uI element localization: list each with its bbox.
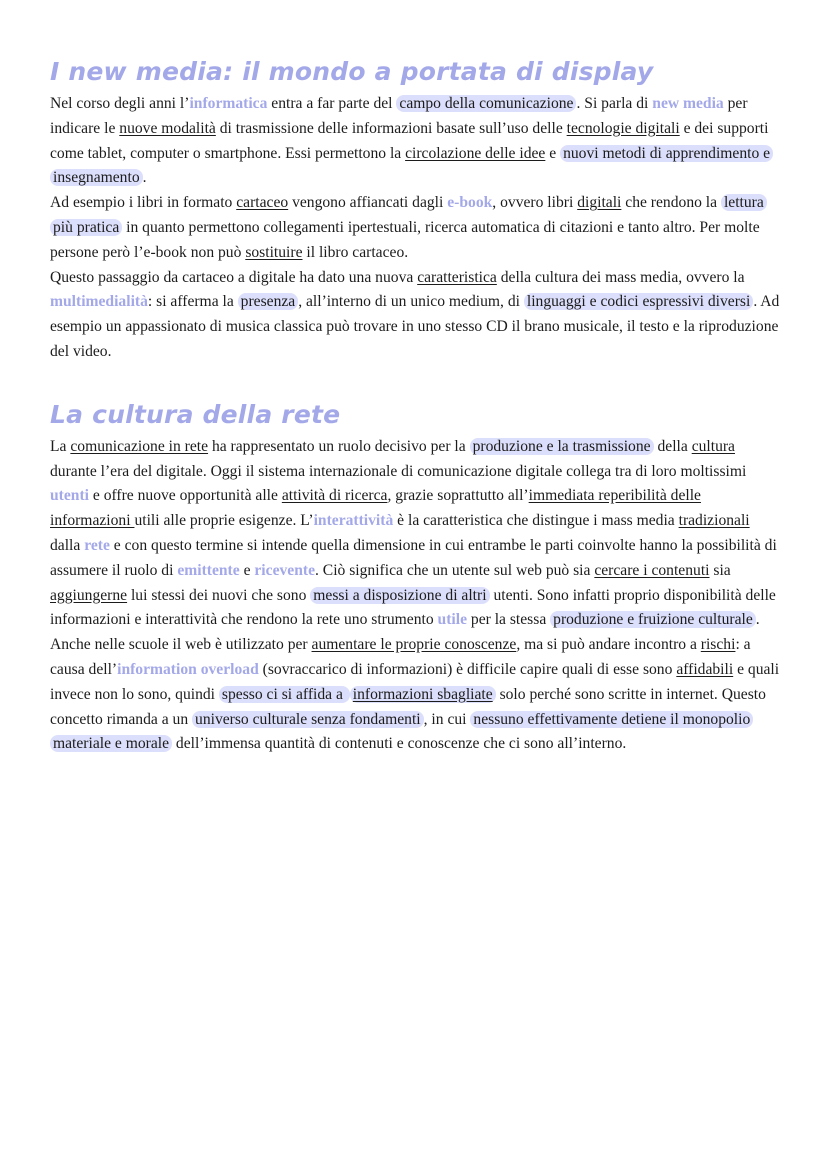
highlighted-phrase: universo culturale senza fondamenti — [192, 711, 424, 728]
text-run: La — [50, 437, 71, 455]
text-run: di trasmissione delle informazioni basate sull’uso delle — [215, 119, 567, 137]
underlined-phrase: immediata reperibilità delle informazioni — [50, 487, 701, 530]
section-heading-cultura-rete: La cultura della rete — [50, 399, 341, 429]
highlighted-phrase: messi a disposizione di altri — [310, 587, 489, 604]
keyword: multimedialità — [50, 293, 148, 311]
text-run: per la stessa — [467, 611, 551, 629]
underlined-phrase: rischi — [700, 636, 736, 654]
text-run: : si afferma la — [147, 293, 238, 311]
highlighted-phrase: nessuno effettivamente detiene il monopolio materiale e morale — [50, 711, 753, 753]
text-run: , grazie soprattutto all’ — [387, 487, 529, 505]
text-run: entra a far parte del — [267, 95, 397, 112]
underlined-phrase: attività di ricerca — [281, 487, 388, 505]
text-run: . Anche nelle scuole il web è utilizzato per — [50, 611, 760, 654]
underlined-phrase: sostituire — [245, 243, 303, 261]
underlined-phrase: affidabili — [676, 660, 734, 678]
text-run: ha rappresentato un ruolo decisivo per la — [208, 437, 470, 455]
keyword: interattività — [313, 512, 394, 530]
text-run: e — [239, 561, 255, 579]
keyword: information overload — [117, 660, 259, 678]
highlighted-phrase: produzione e la trasmissione — [470, 438, 654, 455]
text-run: Ad esempio i libri in formato — [50, 194, 237, 212]
text-run: : a causa dell’ — [50, 636, 751, 678]
highlighted-phrase: produzione e fruizione culturale — [550, 611, 756, 628]
paragraph — [50, 191, 782, 265]
text-run: lui stessi dei nuovi che sono — [127, 586, 311, 604]
text-run: e con questo termine si intende quella dimensione in cui entrambe le parti coinvolte hanno la possibilità di assumere il ruolo di — [50, 536, 777, 579]
text-run: della cultura dei mass media, ovvero la — [496, 268, 745, 286]
text-run: che rendono la — [621, 194, 721, 212]
text-run: , ma si può andare incontro a — [516, 636, 701, 654]
section-heading-new-media: I new media: il mondo a portata di display — [50, 57, 654, 86]
highlighted-phrase: spesso ci si affida a — [219, 686, 350, 703]
text-run: solo perché sono scritte in internet. Questo concetto rimanda a un — [50, 685, 766, 728]
text-run: , all’interno di un unico medium, di — [298, 293, 524, 311]
keyword: e-book — [447, 194, 493, 212]
text-run: utili alle proprie esigenze. L’ — [134, 512, 314, 530]
underlined-phrase: aggiungerne — [50, 586, 128, 604]
text-run: utenti. Sono infatti proprio disponibilità delle informazioni e interattività che rendono la rete uno strumento — [50, 586, 776, 629]
keyword: new media — [652, 95, 724, 112]
underlined-phrase: cultura — [691, 437, 735, 455]
text-run: e offre nuove opportunità alle — [88, 487, 282, 505]
highlighted-phrase: lettura più pratica — [50, 194, 767, 236]
underlined-phrase: caratteristica — [417, 268, 497, 286]
underlined-phrase: aumentare le proprie conoscenze — [311, 636, 517, 654]
text-run: durante l’era del digitale. Oggi il sistema internazionale di comunicazione digitale collega tra di loro moltissimi — [50, 462, 747, 480]
text-run: . — [142, 169, 147, 187]
keyword: rete — [84, 536, 110, 554]
text-run: Questo passaggio da cartaceo a digitale ha dato una nuova — [50, 268, 418, 286]
highlighted-phrase: linguaggi e codici espressivi diversi — [524, 293, 753, 310]
underlined-phrase: comunicazione in rete — [70, 437, 209, 455]
section-spacer — [50, 365, 782, 395]
keyword: informatica — [189, 95, 268, 112]
underlined-phrase: tecnologie digitali — [566, 119, 680, 137]
text-run: e — [545, 144, 561, 162]
highlighted-phrase: nuovi metodi di apprendimento e insegnamento — [50, 145, 773, 187]
text-run: . Si parla di — [576, 95, 653, 112]
text-run: . Ad esempio un appassionato di musica classica può trovare in uno stesso CD il brano musicale, il testo e la riproduzione del video. — [50, 293, 780, 360]
text-run: è la caratteristica che distingue i mass media — [393, 512, 679, 530]
keyword: emittente — [177, 561, 240, 579]
highlighted-phrase: presenza — [238, 293, 299, 310]
highlighted-phrase: campo della comunicazione — [396, 95, 576, 112]
text-run: , ovvero libri — [492, 194, 578, 212]
paragraph — [50, 92, 782, 191]
text-run: dalla — [50, 536, 85, 554]
keyword: utile — [437, 611, 467, 629]
underlined-phrase: digitali — [577, 194, 622, 212]
text-run: (sovraccarico di informazioni) è difficile capire quali di esse sono — [258, 660, 677, 678]
underlined-phrase: nuove modalità — [119, 119, 216, 137]
keyword: ricevente — [254, 561, 315, 579]
text-run: vengono affiancati dagli — [288, 194, 448, 212]
text-run: . Ciò significa che un utente sul web può sia — [315, 561, 595, 579]
text-run: il libro cartaceo. — [302, 243, 409, 261]
text-run: in quanto permettono collegamenti ipertestuali, ricerca automatica di citazioni e tanto altro. Per molte persone però l’e-book non può — [50, 218, 760, 261]
text-run: Nel corso degli anni l’ — [50, 95, 190, 112]
text-run: e quali invece non lo sono, quindi — [50, 660, 780, 703]
text-run: sia — [709, 561, 731, 579]
underlined-phrase: circolazione delle idee — [405, 144, 546, 162]
text-run: e dei supporti come tablet, computer o smartphone. Essi permettono la — [50, 119, 769, 162]
text-run: della — [653, 437, 692, 455]
underlined-phrase: cartaceo — [236, 194, 289, 212]
keyword: utenti — [50, 487, 89, 505]
paragraph — [50, 435, 782, 757]
text-run: , in cui — [423, 710, 471, 728]
highlighted-phrase: informazioni sbagliate — [350, 686, 496, 703]
document-page — [50, 52, 782, 757]
underlined-phrase: cercare i contenuti — [594, 561, 710, 579]
underlined-phrase: tradizionali — [678, 512, 750, 530]
text-run: per indicare le — [50, 95, 748, 137]
text-run: dell’immensa quantità di contenuti e conoscenze che ci sono all’interno. — [172, 735, 627, 753]
paragraph — [50, 266, 782, 365]
